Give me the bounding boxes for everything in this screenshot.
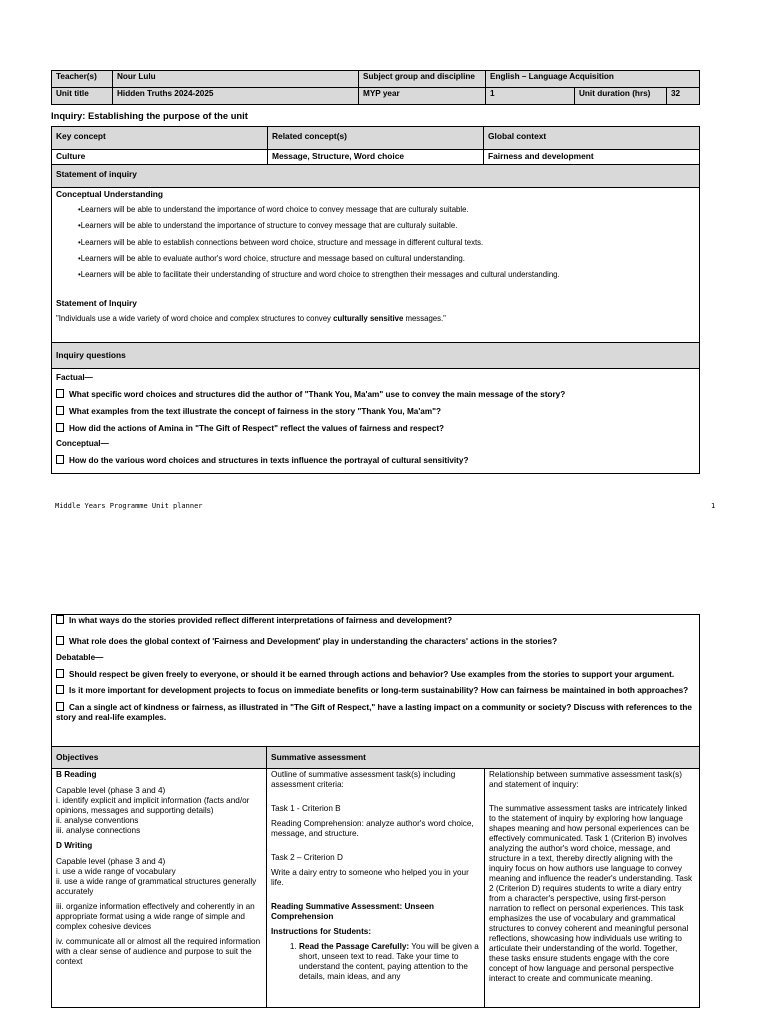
instructions-heading: Instructions for Students: (271, 927, 372, 936)
subject-value: English – Language Acquisition (486, 71, 700, 88)
cu-bullet: •Learners will be able to establish connections between word choice, structure and message in different cultural texts. (78, 237, 484, 247)
teacher-value: Nour Lulu (113, 71, 359, 88)
soi-heading: Statement of Inquiry (56, 297, 137, 308)
task1-title: Task 1 - Criterion B (271, 804, 341, 813)
question-item: In what ways do the stories provided reflect different interpretations of fairness and development? (56, 615, 695, 626)
relationship-cell (485, 769, 700, 1008)
objective-item: iii. analyse connections (56, 826, 141, 835)
conceptual-understanding-heading: Conceptual Understanding (56, 189, 164, 199)
related-concepts-value: Message, Structure, Word choice (268, 150, 484, 165)
cu-bullet: •Learners will be able to understand the importance of structure to convey message that are culturaly suitable. (78, 221, 458, 231)
questions-cell-page2 (52, 615, 700, 747)
continued-table (51, 614, 700, 1008)
task1-desc: Reading Comprehension: analyze author's word choice, message, and structure. (271, 819, 474, 838)
inquiry-title: Inquiry: Establishing the purpose of the unit (51, 110, 248, 121)
checkbox-icon (56, 669, 64, 678)
objective-item: ii. use a wide range of grammatical structures generally accurately (56, 877, 257, 896)
objective-item: i. use a wide range of vocabulary (56, 867, 176, 876)
checkbox-icon (56, 636, 64, 645)
global-context-label: Global context (484, 127, 700, 150)
summative-outline: Outline of summative assessment task(s) including assessment criteria: (271, 770, 456, 789)
relationship-heading: Relationship between summative assessment task(s) and statement of inquiry: (489, 770, 682, 789)
question-item: What specific word choices and structures did the author of "Thank You, Ma'am" use to convey the main message of the story? (56, 389, 695, 400)
debatable-label: Debatable— (56, 652, 104, 662)
unit-title-label: Unit title (52, 88, 113, 105)
cu-bullet: •Learners will be able to understand the importance of word choice to convey message that are culturaly suitable. (78, 205, 469, 215)
objective-item: i. identify explicit and implicit information (facts and/or opinions, messages and supporting details) (56, 796, 250, 815)
statement-cell (52, 188, 700, 343)
unit-header-table (51, 70, 700, 105)
footer-text: Middle Years Programme Unit planner (55, 502, 203, 510)
myp-year-label: MYP year (359, 88, 486, 105)
unit-title-value: Hidden Truths 2024-2025 (113, 88, 359, 105)
duration-label: Unit duration (hrs) (575, 88, 667, 105)
task2-title: Task 2 – Criterion D (271, 853, 343, 862)
writing-level: Capable level (phase 3 and 4) (56, 857, 166, 866)
soi-text: "Individuals use a wide variety of word choice and complex structures to convey culturally sensitive messages." (56, 313, 446, 323)
objective-item: ii. analyse conventions (56, 816, 139, 825)
instruction-step: 1. Read the Passage Carefully: You will be given a short, unseen text to read. Take your time to understand the content, paying attention to the details, main ideas, and any (299, 942, 480, 982)
question-item: Should respect be given freely to everyone, or should it be earned through actions and behavior? Use examples from the stories to support your argument. (56, 669, 695, 680)
global-context-value: Fairness and development (484, 150, 700, 165)
question-item: How did the actions of Amina in "The Gift of Respect" reflect the values of fairness and respect? (56, 423, 695, 434)
writing-title: D Writing (56, 841, 93, 850)
question-item: What role does the global context of 'Fairness and Development' play in understanding the characters' actions in the stories? (56, 636, 695, 647)
summative-outline-cell (267, 769, 485, 1008)
page-number: 1 (711, 502, 716, 510)
reading-title: B Reading (56, 770, 97, 779)
checkbox-icon (56, 423, 64, 432)
objectives-cell (52, 769, 267, 1008)
myp-year-value: 1 (486, 88, 575, 105)
teacher-label: Teacher(s) (52, 71, 113, 88)
question-item: Can a single act of kindness or fairness, as illustrated in "The Gift of Respect," have a lasting impact on a community or society? Discuss with references to the story and real-life examples. (56, 703, 692, 723)
related-concepts-label: Related concept(s) (268, 127, 484, 150)
inquiry-table (51, 126, 700, 474)
inquiry-questions-heading: Inquiry questions (52, 343, 700, 369)
statement-heading: Statement of inquiry (52, 165, 700, 188)
questions-cell-page1 (52, 369, 700, 474)
objectives-heading: Objectives (52, 747, 267, 769)
checkbox-icon (56, 615, 64, 624)
reading-assessment-heading: Reading Summative Assessment: Unseen Comprehension (271, 902, 435, 921)
instructions-list (271, 942, 480, 982)
cu-bullet: •Learners will be able to facilitate their understanding of structure and word choice to strengthen their messages and cultural understanding. (78, 270, 560, 280)
checkbox-icon (56, 685, 64, 694)
reading-level: Capable level (phase 3 and 4) (56, 786, 166, 795)
question-item: Is it more important for development projects to focus on immediate benefits or long-term sustainability? How can fairness be maintained in both approaches? (56, 685, 695, 696)
question-item: What examples from the text illustrate the concept of fairness in the story "Thank You, Ma'am"? (56, 406, 695, 417)
objective-item: iii. organize information effectively and coherently in an appropriate format using a wide range of simple and complex cohesive devices (56, 902, 255, 931)
checkbox-icon (56, 406, 64, 415)
key-concept-label: Key concept (52, 127, 268, 150)
objective-item: iv. communicate all or almost all the required information with a clear sense of audience and purpose to suit the context (56, 937, 261, 966)
subject-label: Subject group and discipline (359, 71, 486, 88)
factual-label: Factual— (56, 373, 93, 382)
key-concept-value: Culture (52, 150, 268, 165)
duration-value: 32 (667, 88, 700, 105)
summative-heading: Summative assessment (267, 747, 700, 769)
checkbox-icon (56, 389, 64, 398)
checkbox-icon (56, 702, 64, 711)
checkbox-icon (56, 455, 64, 464)
cu-bullet: •Learners will be able to evaluate author's word choice, structure and message based on cultural understanding. (78, 254, 465, 264)
task2-desc: Write a dairy entry to someone who helped you in your life. (271, 868, 469, 887)
relationship-text: The summative assessment tasks are intricately linked to the statement of inquiry by exploring how language shapes meaning and how personal experiences can be effectively communicated. Task 1 (Criterion B) involves analyzing the author's word choice, message, and structure in a text, thereby directly aligning with the inquiry focus on how authors use language to convey meaning and influence the reader's understanding. Task 2 (Criterion D) requires students to write a diary entry from a character's perspective, using first-person narration to reflect on personal experiences. This task emphasizes the use of vocabulary and grammatical structures to convey coherent and meaningful personal reflections, showcasing how individuals use writing to articulate their understanding of the world. Together, these tasks ensure students engage with the core concept of how language and personal perspective interact to create and communicate meaning. (489, 804, 693, 983)
question-item: How do the various word choices and structures in texts influence the portrayal of cultural sensitivity? (56, 455, 695, 466)
conceptual-label: Conceptual— (56, 439, 109, 449)
